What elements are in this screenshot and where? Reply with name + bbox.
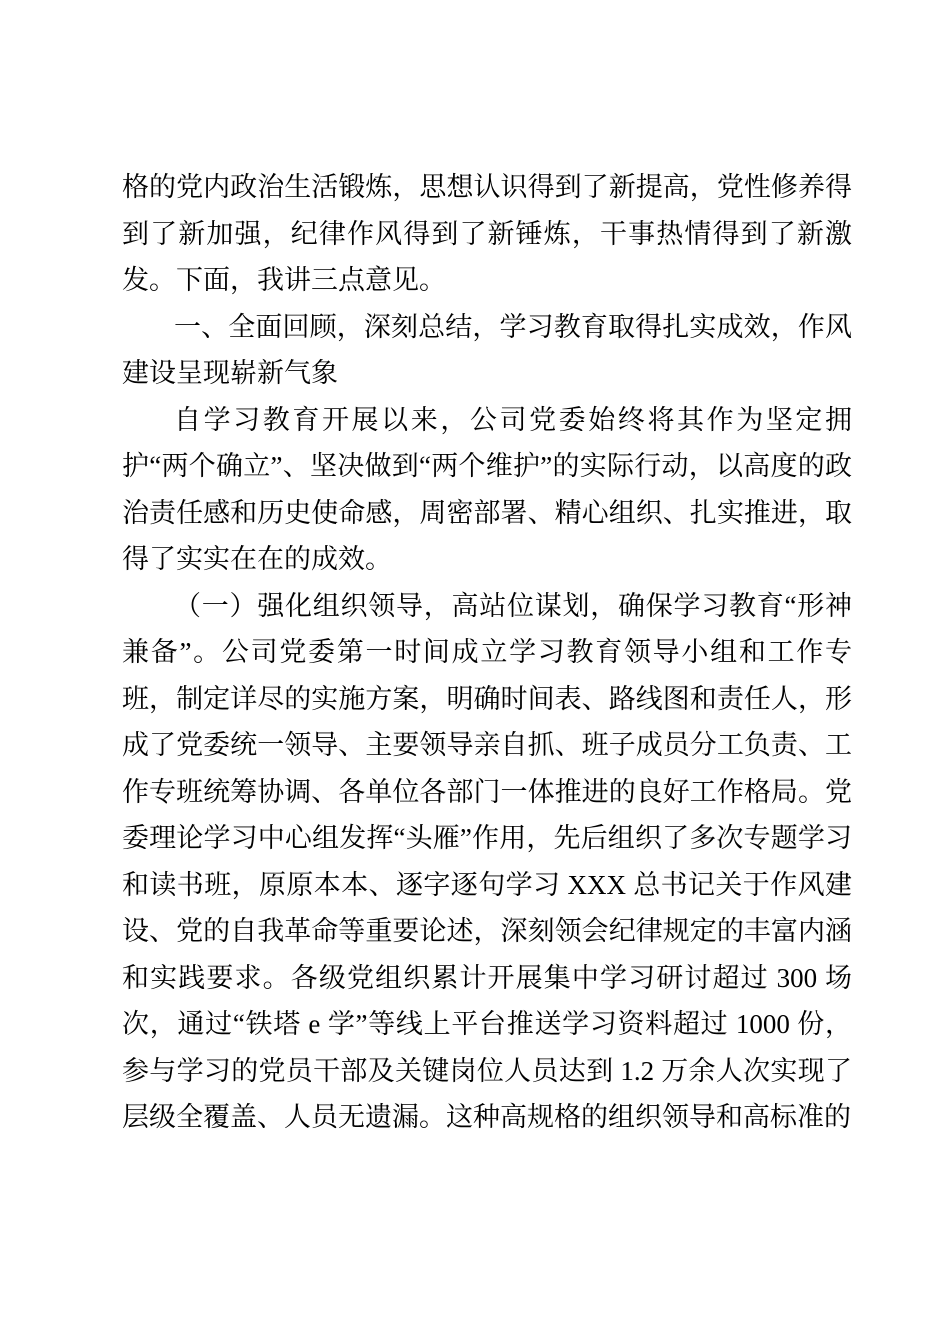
- document-content: [122, 164, 852, 1141]
- paragraph: [122, 583, 852, 1141]
- section-heading: 一、全面回顾，深刻总结，学习教育取得扎实成效，作风建设呈现崭新气象: [122, 311, 852, 388]
- paragraph: 格的党内政治生活锻炼，思想认识得到了新提高，党性修养得到了新加强，纪律作风得到了新锤炼，干事热情得到了新激发。下面，我讲三点意见。: [122, 172, 852, 295]
- subheading-lead: （一）强化组织领导，高站位谋划，确保学习教育“形神兼备”。: [122, 590, 852, 667]
- paragraph: 自学习教育开展以来，公司党委始终将其作为坚定拥护“两个确立”、坚决做到“两个维护”的实际行动，以高度的政治责任感和历史使命感，周密部署、精心组织、扎实推进，取得了实实在在的成效。: [122, 404, 852, 574]
- paragraph-text: 公司党委第一时间成立学习教育领导小组和工作专班，制定详尽的实施方案，明确时间表、路线图和责任人，形成了党委统一领导、主要领导亲自抓、班子成员分工负责、工作专班统筹协调、各单位各部门一体推进的良好工作格局。党委理论学习中心组发挥“头雁”作用，先后组织了多次专题学习和读书班，原原本本、逐字逐句学习 XXX 总书记关于作风建设、党的自我革命等重要论述，深刻领会纪律规定的丰富内涵和实践要求。各级党组织累计开展集中学习研讨超过 300 场次，通过“铁塔 e 学”等线上平台推送学习资料超过 1000 份，参与学习的党员干部及关键岗位人员达到 1.2 万余人次实现了层级全覆盖、人员无遗漏。这种高规格的组织领导和高标准的: [122, 637, 853, 1132]
